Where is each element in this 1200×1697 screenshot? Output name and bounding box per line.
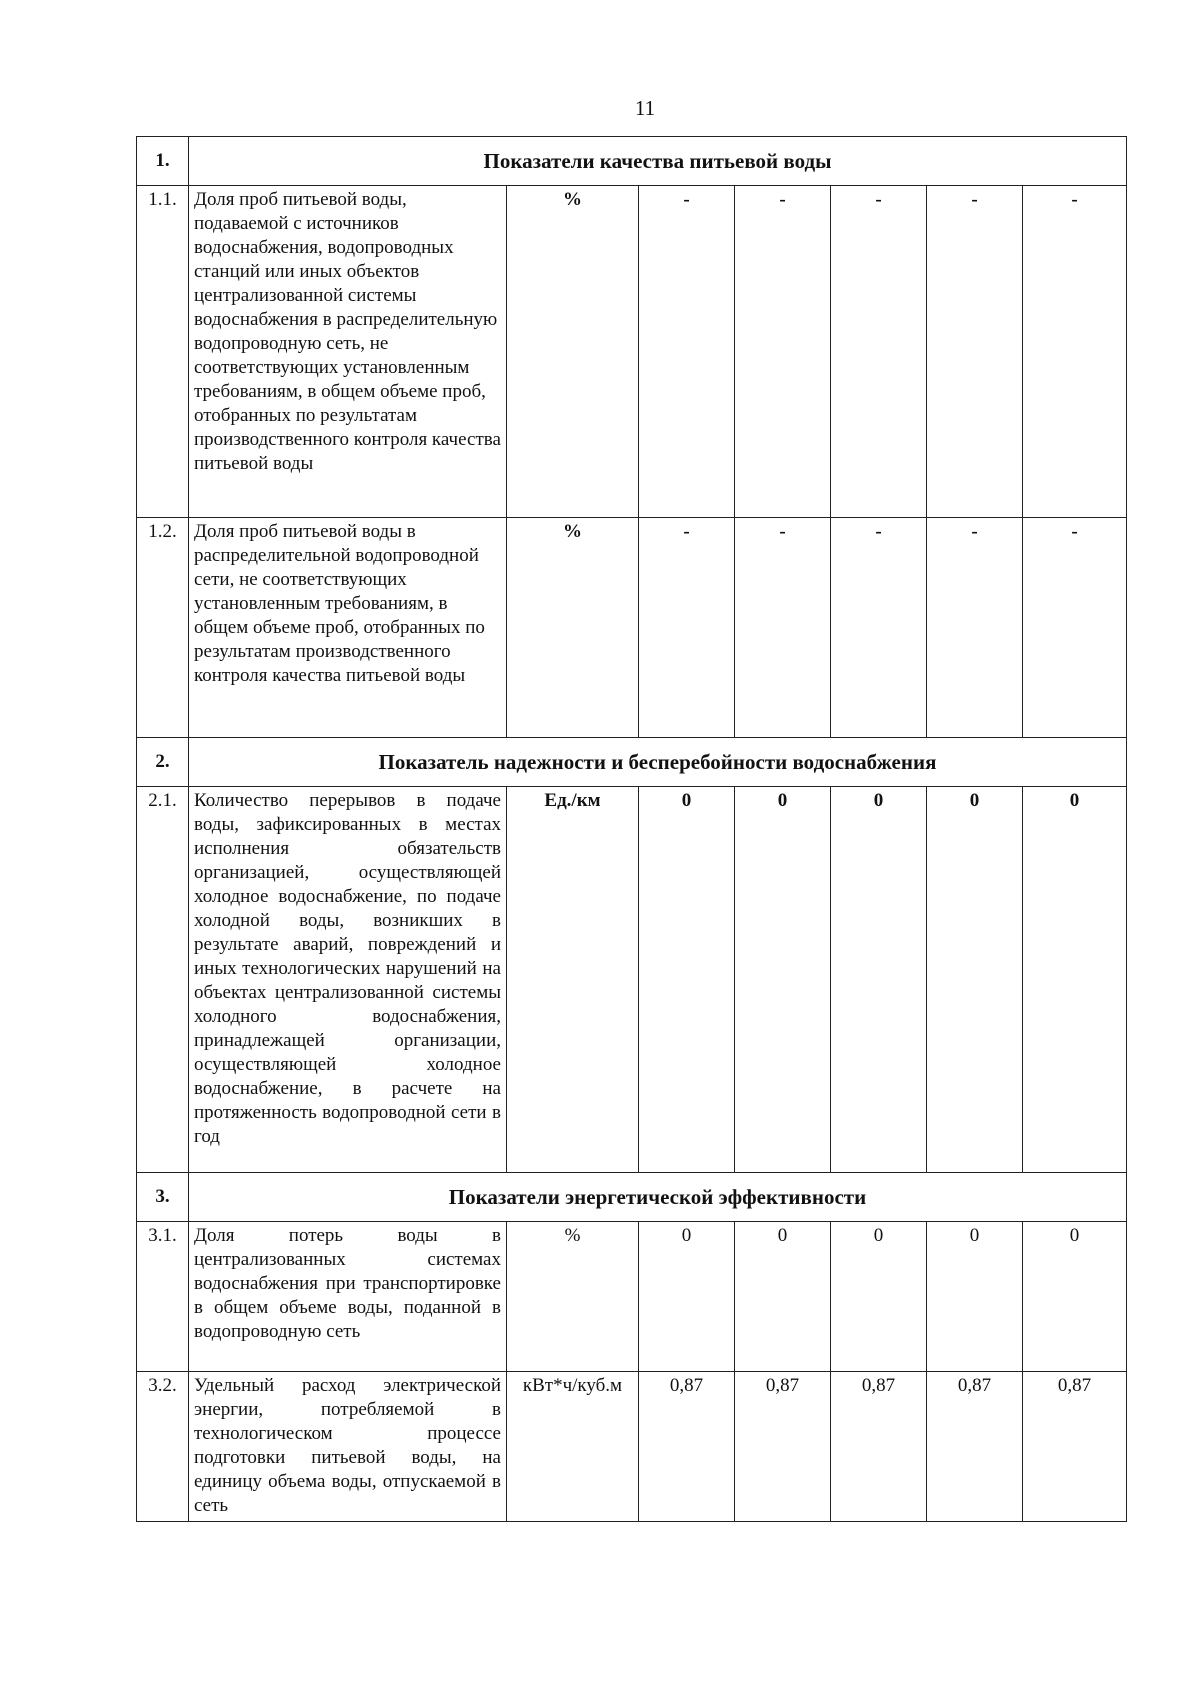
row-number: 3.2. — [137, 1372, 189, 1522]
table-row — [137, 1372, 1127, 1522]
value-cell: - — [927, 186, 1023, 518]
value-cell: 0,87 — [831, 1372, 927, 1522]
section-number: 2. — [137, 738, 189, 787]
unit-cell: % — [507, 518, 639, 738]
value-cell: - — [1023, 186, 1127, 518]
row-number: 3.1. — [137, 1222, 189, 1372]
value-cell: 0 — [1023, 787, 1127, 1173]
value-cell: - — [1023, 518, 1127, 738]
section-header — [137, 137, 1127, 186]
value-cell: 0,87 — [735, 1372, 831, 1522]
page-number: 11 — [634, 96, 656, 120]
indicator-description: Доля проб питьевой воды, подаваемой с источников водоснабжения, водопроводных станций или иных объектов централизованной системы водоснабжения в распределительную водопроводную сеть, не соответствующих установленным требованиям, в общем объеме проб, отобранных по результатам производственного контроля качества питьевой воды — [189, 186, 507, 518]
value-cell: 0 — [927, 787, 1023, 1173]
value-cell: - — [639, 186, 735, 518]
value-cell: 0 — [831, 787, 927, 1173]
value-cell: 0 — [735, 787, 831, 1173]
unit-cell: Ед./км — [507, 787, 639, 1173]
row-number: 1.2. — [137, 518, 189, 738]
value-cell: - — [831, 518, 927, 738]
indicators-table — [136, 136, 1127, 1522]
value-cell: 0 — [1023, 1222, 1127, 1372]
section-title: Показатель надежности и бесперебойности водоснабжения — [189, 738, 1127, 787]
row-number: 2.1. — [137, 787, 189, 1173]
value-cell: 0 — [927, 1222, 1023, 1372]
value-cell: 0,87 — [927, 1372, 1023, 1522]
value-cell: - — [735, 186, 831, 518]
section-number: 1. — [137, 137, 189, 186]
section-header — [137, 1173, 1127, 1222]
indicator-description: Удельный расход электрической энергии, потребляемой в технологическом процессе подготовки питьевой воды, на единицу объема воды, отпускаемой в сеть — [189, 1372, 507, 1522]
value-cell: 0 — [831, 1222, 927, 1372]
unit-cell: кВт*ч/куб.м — [507, 1372, 639, 1522]
table-row — [137, 518, 1127, 738]
indicator-description: Доля потерь воды в централизованных системах водоснабжения при транспортировке в общем объеме воды, поданной в водопроводную сеть — [189, 1222, 507, 1372]
indicator-description: Количество перерывов в подаче воды, зафиксированных в местах исполнения обязательств организацией, осуществляющей холодное водоснабжение, по подаче холодной воды, возникших в результате аварий, повреждений и иных технологических нарушений на объектах централизованной системы холодного водоснабжения, принадлежащей организации, осуществляющей холодное водоснабжение, в расчете на протяженность водопроводной сети в год — [189, 787, 507, 1173]
indicator-description: Доля проб питьевой воды в распределительной водопроводной сети, не соответствующих установленным требованиям, в общем объеме проб, отобранных по результатам производственного контроля качества питьевой воды — [189, 518, 507, 738]
row-number: 1.1. — [137, 186, 189, 518]
value-cell: 0 — [639, 787, 735, 1173]
value-cell: 0,87 — [639, 1372, 735, 1522]
unit-cell: % — [507, 1222, 639, 1372]
section-header — [137, 738, 1127, 787]
value-cell: - — [927, 518, 1023, 738]
value-cell: - — [639, 518, 735, 738]
table-row — [137, 787, 1127, 1173]
section-title: Показатели энергетической эффективности — [189, 1173, 1127, 1222]
table-row — [137, 1222, 1127, 1372]
section-title: Показатели качества питьевой воды — [189, 137, 1127, 186]
value-cell: 0 — [639, 1222, 735, 1372]
value-cell: 0 — [735, 1222, 831, 1372]
value-cell: - — [735, 518, 831, 738]
value-cell: - — [831, 186, 927, 518]
value-cell: 0,87 — [1023, 1372, 1127, 1522]
unit-cell: % — [507, 186, 639, 518]
section-number: 3. — [137, 1173, 189, 1222]
table-row — [137, 186, 1127, 518]
